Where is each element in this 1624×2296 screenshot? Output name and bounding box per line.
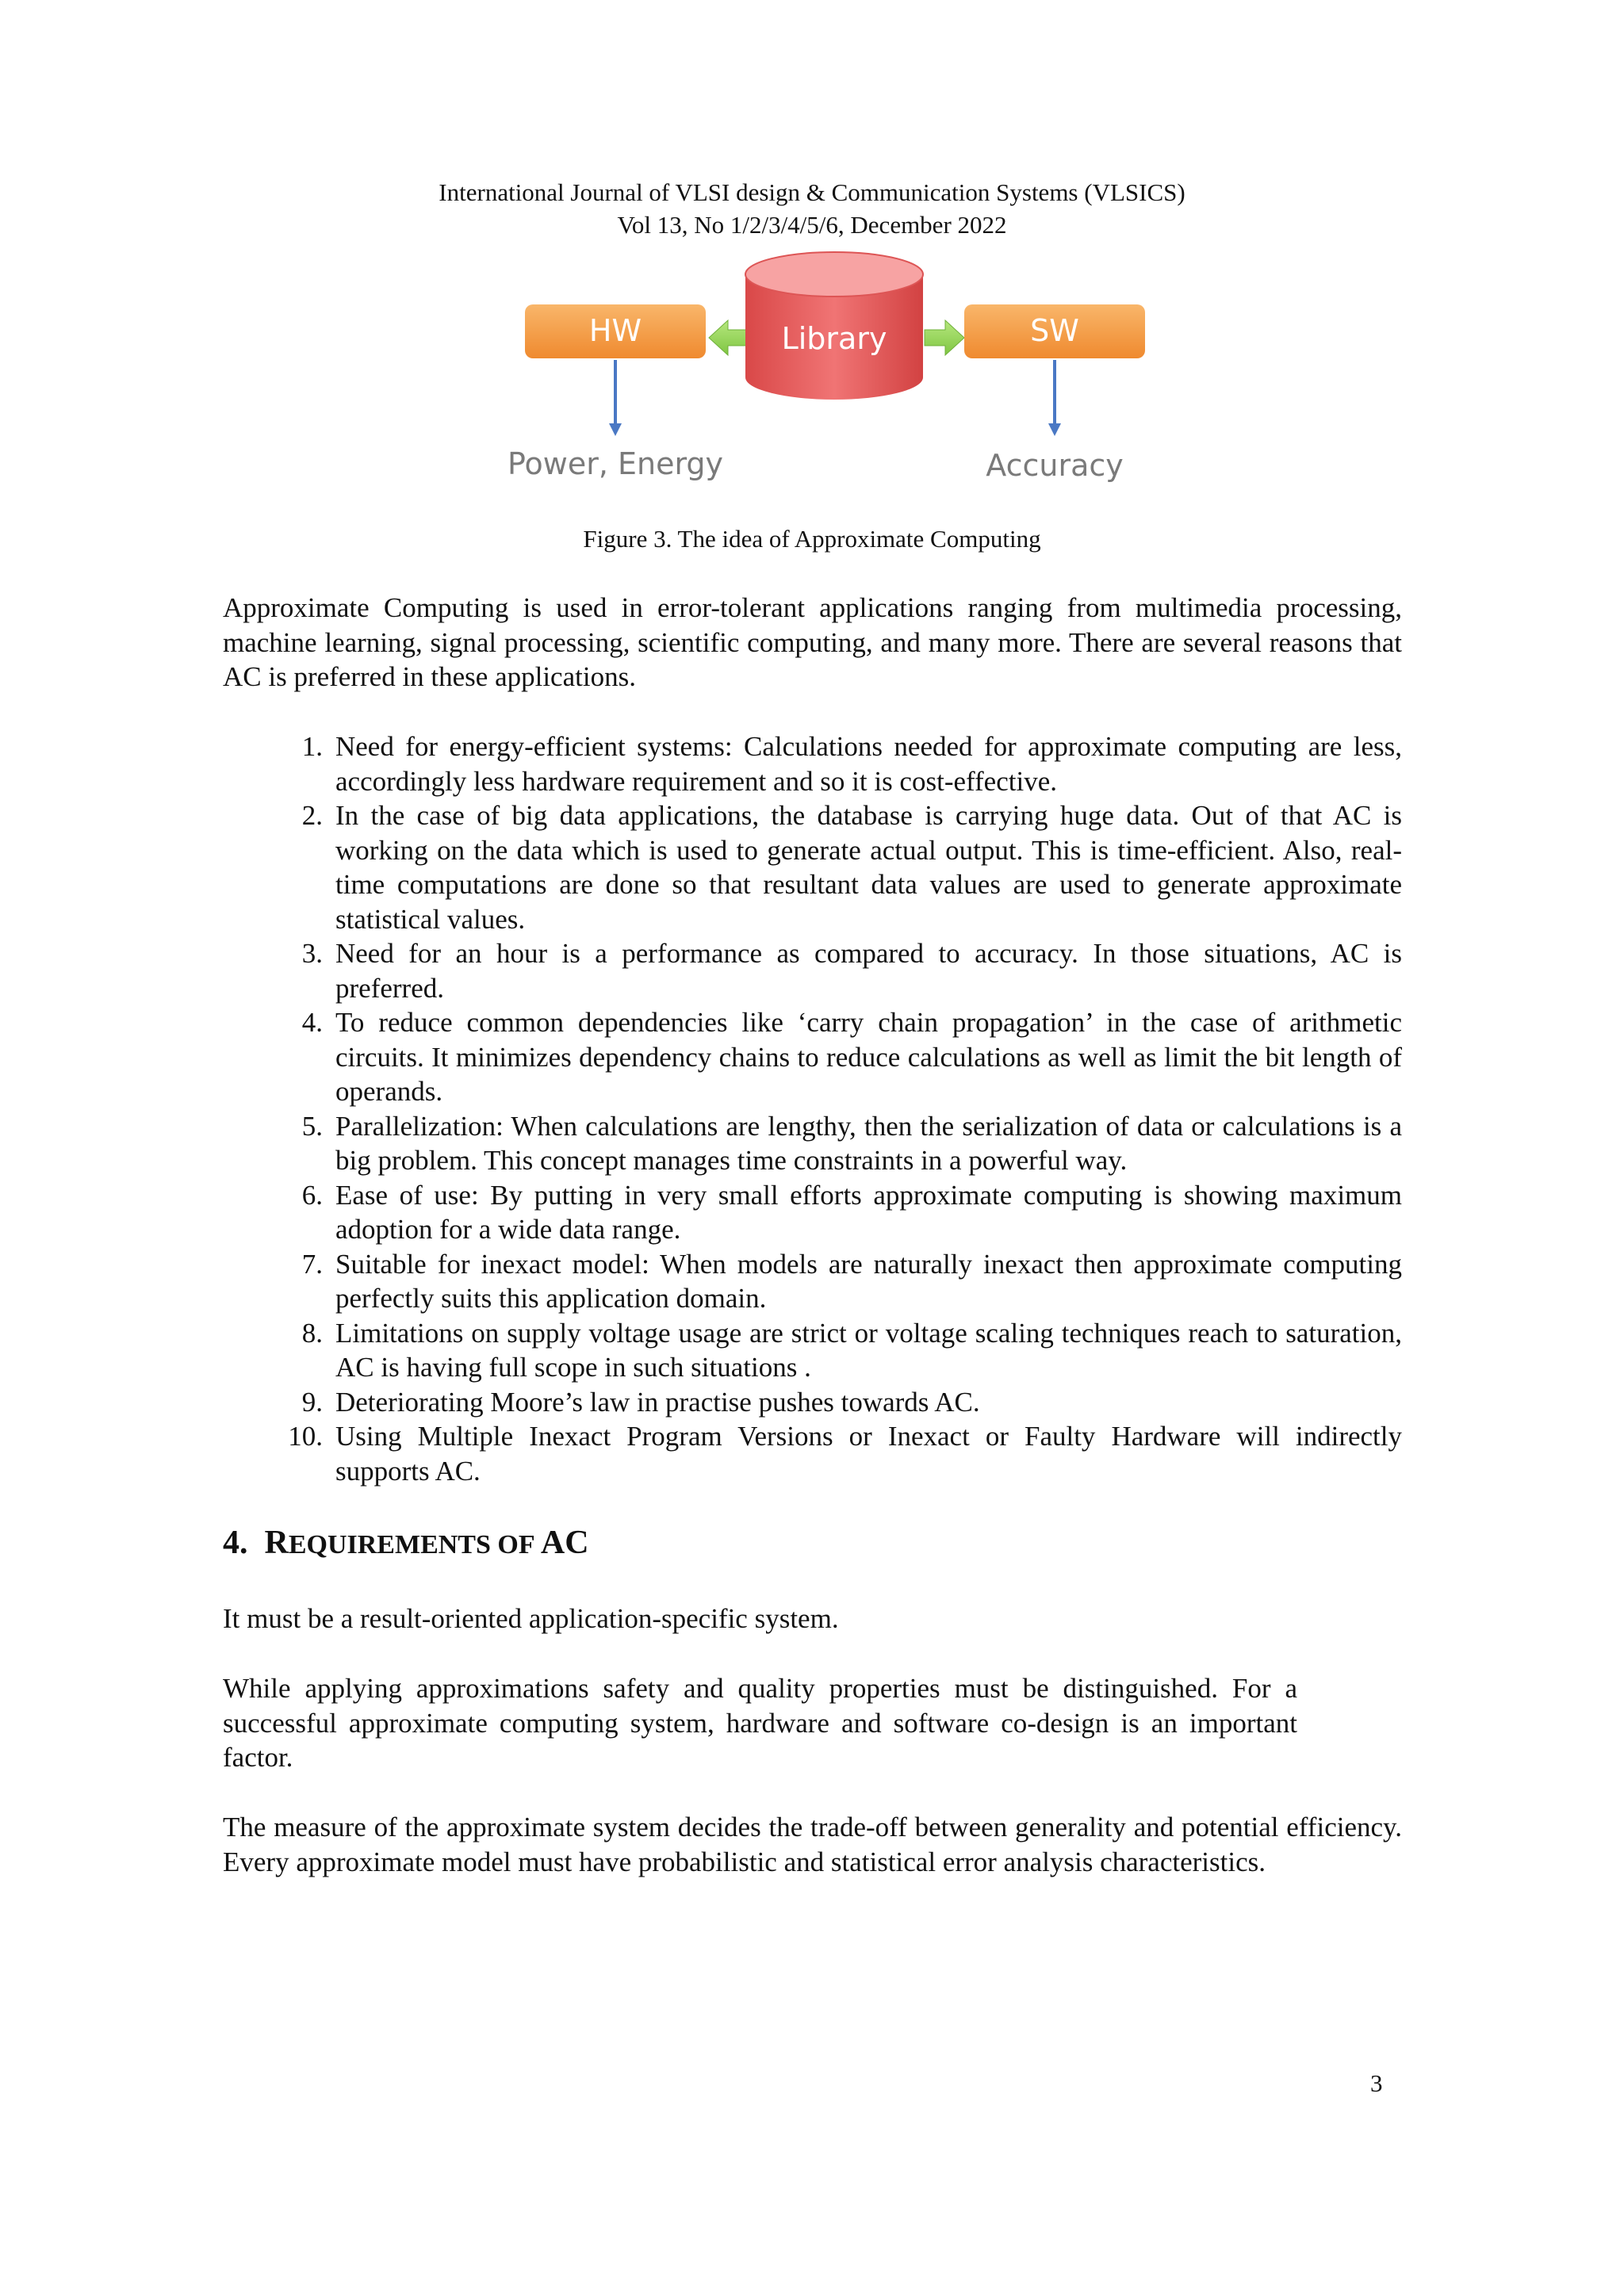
paragraph: It must be a result-oriented application-specific system.	[223, 1603, 839, 1634]
list-text: Using Multiple Inexact Program Versions or Inexact or Faulty Hardware will indirectly supports AC.	[335, 1421, 1402, 1487]
hw-box	[525, 304, 706, 358]
intro-paragraph: Approximate Computing is used in error-tolerant applications ranging from multimedia processing, machine learning, signal processing, scientific computing, and many more. There are several reasons that AC is preferred in these applications.	[223, 592, 1402, 692]
list-item	[223, 798, 1402, 936]
sw-box	[964, 304, 1145, 358]
list-text: To reduce common dependencies like ‘carry chain propagation’ in the case of arithmetic circuits. It minimizes dependency chains to reduce calculations as well as limit the bit length of operands.	[335, 1007, 1402, 1107]
page-number: 3	[1370, 2069, 1383, 2097]
journal-header	[0, 176, 1624, 241]
figure-caption: Figure 3. The idea of Approximate Computing	[583, 525, 1041, 553]
reasons-list	[223, 729, 1402, 1488]
right-arrow	[925, 320, 964, 355]
list-number: 7.	[301, 1248, 323, 1280]
list-item	[223, 1385, 1402, 1420]
section-heading	[223, 1524, 589, 1562]
list-text: Parallelization: When calculations are lengthy, then the serialization of data or calculations is a big problem. This concept manages time constraints in a powerful way.	[335, 1110, 1402, 1176]
list-number: 10.	[288, 1421, 323, 1452]
section-title-smallcaps: EQUIREMENTS OF	[288, 1530, 541, 1559]
paragraph: While applying approximations safety and quality properties must be distinguished. For a successful approximate computing system, hardware and software co-design is an important factor.	[223, 1673, 1297, 1773]
figure-diagram	[476, 244, 1158, 492]
list-text: Limitations on supply voltage usage are strict or voltage scaling techniques reach to saturation, AC is having full scope in such situations .	[335, 1317, 1402, 1383]
list-item	[223, 1316, 1402, 1385]
list-item	[223, 1178, 1402, 1247]
paragraph: The measure of the approximate system decides the trade-off between generality and potential efficiency. Every approximate model must have probabilistic and statistical error analysis characteristics.	[223, 1812, 1402, 1877]
list-text: Deteriorating Moore’s law in practise pushes towards AC.	[335, 1386, 980, 1418]
library-cylinder	[745, 252, 923, 400]
list-text: Suitable for inexact model: When models are naturally inexact then approximate computing perfectly suits this application domain.	[335, 1248, 1402, 1314]
list-text: Ease of use: By putting in very small efforts approximate computing is showing maximum adoption for a wide data range.	[335, 1179, 1402, 1245]
accuracy-label: Accuracy	[986, 448, 1124, 483]
list-item	[223, 936, 1402, 1005]
sw-label: SW	[1030, 313, 1079, 348]
sw-down-arrow	[1048, 360, 1061, 436]
section-title-initial: R	[264, 1525, 289, 1561]
list-number: 4.	[301, 1007, 323, 1038]
list-text: Need for an hour is a performance as compared to accuracy. In those situations, AC is preferred.	[335, 938, 1402, 1004]
list-item	[223, 1005, 1402, 1109]
left-arrow	[709, 320, 749, 355]
list-number: 2.	[301, 800, 323, 831]
list-text: Need for energy-efficient systems: Calculations needed for approximate computing are less, accordingly less hardware requirement and so it is cost-effective.	[335, 731, 1402, 797]
figure-approximate-computing	[476, 244, 1158, 492]
list-number: 8.	[301, 1317, 323, 1349]
list-item	[223, 1419, 1402, 1488]
list-item	[223, 1247, 1402, 1316]
hw-down-arrow	[609, 360, 622, 436]
hw-label: HW	[588, 313, 642, 348]
power-energy-label: Power, Energy	[507, 446, 724, 481]
list-text: In the case of big data applications, the database is carrying huge data. Out of that AC is working on the data which is used to generate actual output. This is time-efficient. Also, real-time computations are done so that resultant data values are used to generate approximate statistical values.	[335, 800, 1402, 935]
list-number: 1.	[301, 731, 323, 762]
list-number: 6.	[301, 1179, 323, 1211]
list-number: 9.	[301, 1386, 323, 1418]
section-number: 4.	[223, 1525, 248, 1561]
journal-volume: Vol 13, No 1/2/3/4/5/6, December 2022	[617, 211, 1007, 239]
list-number: 3.	[301, 938, 323, 969]
library-label: Library	[781, 321, 887, 356]
list-item	[223, 1109, 1402, 1178]
journal-title: International Journal of VLSI design & Communication Systems (VLSICS)	[439, 178, 1185, 206]
section-title-end: AC	[540, 1525, 589, 1561]
list-number: 5.	[301, 1110, 323, 1142]
list-item	[223, 729, 1402, 798]
